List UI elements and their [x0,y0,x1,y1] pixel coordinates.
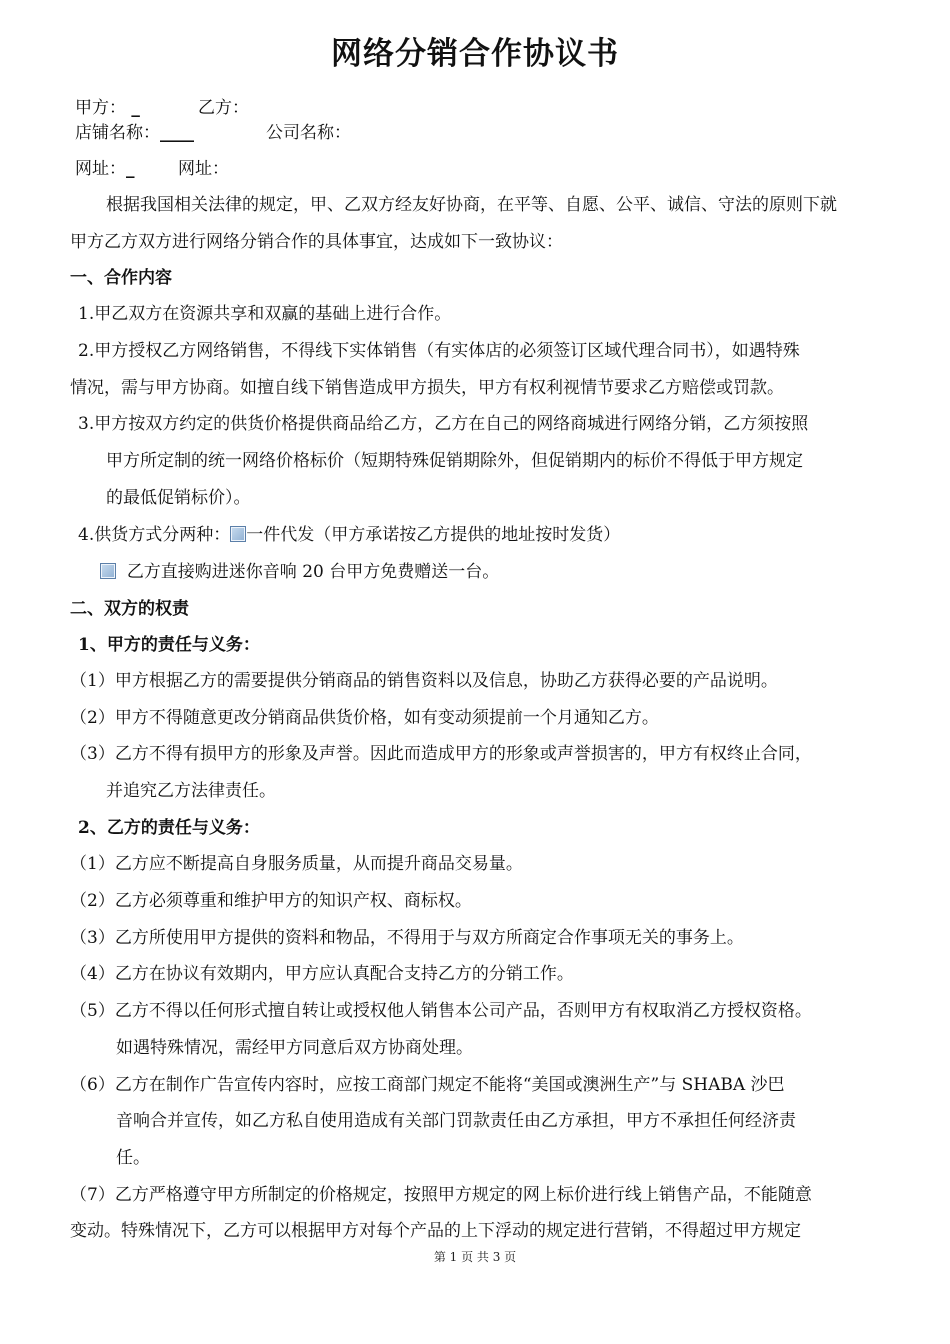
option-dropship-label: 一件代发（甲方承诺按乙方提供的地址按时发货） [246,525,621,545]
website-a-blank: _ [126,159,135,179]
clause-1-1: 1.甲乙双方在资源共享和双赢的基础上进行合作。 [78,304,452,324]
party-a-label: 甲方： _ [75,98,140,118]
party-b-label: 乙方： [198,98,249,118]
document-title: 网络分销合作协议书 [331,36,619,72]
checkbox-direct-purchase[interactable] [100,563,116,579]
party-b-duty-1: （1）乙方应不断提高自身服务质量，从而提升商品交易量。 [70,854,523,874]
page-footer: 第 1 页 共 3 页 [433,1250,517,1264]
checkbox-dropship[interactable] [230,526,246,542]
option-direct-purchase-label: 乙方直接购进迷你音响 20 台甲方免费赠送一台。 [126,562,500,582]
section-1-heading: 一、合作内容 [70,268,172,288]
party-b-duty-2: （2）乙方必须尊重和维护甲方的知识产权、商标权。 [70,891,472,911]
party-b-duty-6-line-1: （6）乙方在制作广告宣传内容时，应按工商部门规定不能将“美国或澳洲生产”与 SHABA 沙巴 [70,1075,785,1095]
party-a-duty-2: （2）甲方不得随意更改分销商品供货价格，如有变动须提前一个月通知乙方。 [70,708,659,728]
party-b-duty-7-line-2: 变动。特殊情况下，乙方可以根据甲方对每个产品的上下浮动的规定进行营销，不得超过甲方规定 [70,1221,801,1241]
party-a-duty-3-line-2: 并追究乙方法律责任。 [106,781,276,801]
website-a-label: 网址：_ [75,159,135,179]
party-a-blank: _ [131,98,140,118]
company-name-label: 公司名称： [266,123,351,143]
party-a-duties-heading: 1、甲方的责任与义务： [78,635,260,655]
party-b-duties-heading: 2、乙方的责任与义务： [78,818,260,838]
clause-1-2-line-2: 情况，需与甲方协商。如擅自线下销售造成甲方损失，甲方有权利视情节要求乙方赔偿或罚款。 [70,378,784,398]
party-b-duty-5-line-1: （5）乙方不得以任何形式擅自转让或授权他人销售本公司产品，否则甲方有权取消乙方授权资格。 [70,1001,812,1021]
party-b-duty-6-line-2: 音响合并宣传，如乙方私自使用造成有关部门罚款责任由乙方承担，甲方不承担任何经济责 [116,1111,796,1131]
clause-1-4 [78,524,620,546]
clause-1-4-option-2 [100,561,499,583]
intro-line-1: 根据我国相关法律的规定，甲、乙双方经友好协商，在平等、自愿、公平、诚信、守法的原则下就 [106,195,837,215]
party-b-duty-5-line-2: 如遇特殊情况，需经甲方同意后双方协商处理。 [116,1038,473,1058]
party-a-duty-3-line-1: （3）乙方不得有损甲方的形象及声誉。因此而造成甲方的形象或声誉损害的，甲方有权终止合同， [70,744,812,764]
party-b-duty-7-line-1: （7）乙方严格遵守甲方所制定的价格规定，按照甲方规定的网上标价进行线上销售产品，不能随意 [70,1185,812,1205]
party-b-duty-4: （4）乙方在协议有效期内，甲方应认真配合支持乙方的分销工作。 [70,964,574,984]
party-b-duty-3: （3）乙方所使用甲方提供的资料和物品，不得用于与双方所商定合作事项无关的事务上。 [70,928,744,948]
clause-1-4-prefix: 4.供货方式分两种： [78,525,231,545]
party-a-duty-1: （1）甲方根据乙方的需要提供分销商品的销售资料以及信息，协助乙方获得必要的产品说明。 [70,671,778,691]
clause-1-3-line-3: 的最低促销标价）。 [106,488,251,508]
shop-name-blank: ____ [160,123,194,143]
section-2-heading: 二、双方的权责 [70,599,189,619]
clause-1-2-line-1: 2.甲方授权乙方网络销售，不得线下实体销售（有实体店的必须签订区域代理合同书），如遇特殊 [78,341,800,361]
website-b-label: 网址： [178,159,229,179]
clause-1-3-line-1: 3.甲方按双方约定的供货价格提供商品给乙方，乙方在自己的网络商城进行网络分销，乙方须按照 [78,414,809,434]
clause-1-3-line-2: 甲方所定制的统一网络价格标价（短期特殊促销期除外，但促销期内的标价不得低于甲方规定 [106,451,803,471]
intro-line-2: 甲方乙方双方进行网络分销合作的具体事宜，达成如下一致协议： [70,232,563,252]
shop-name-label: 店铺名称：____ [75,123,194,143]
party-b-duty-6-line-3: 任。 [116,1148,150,1168]
